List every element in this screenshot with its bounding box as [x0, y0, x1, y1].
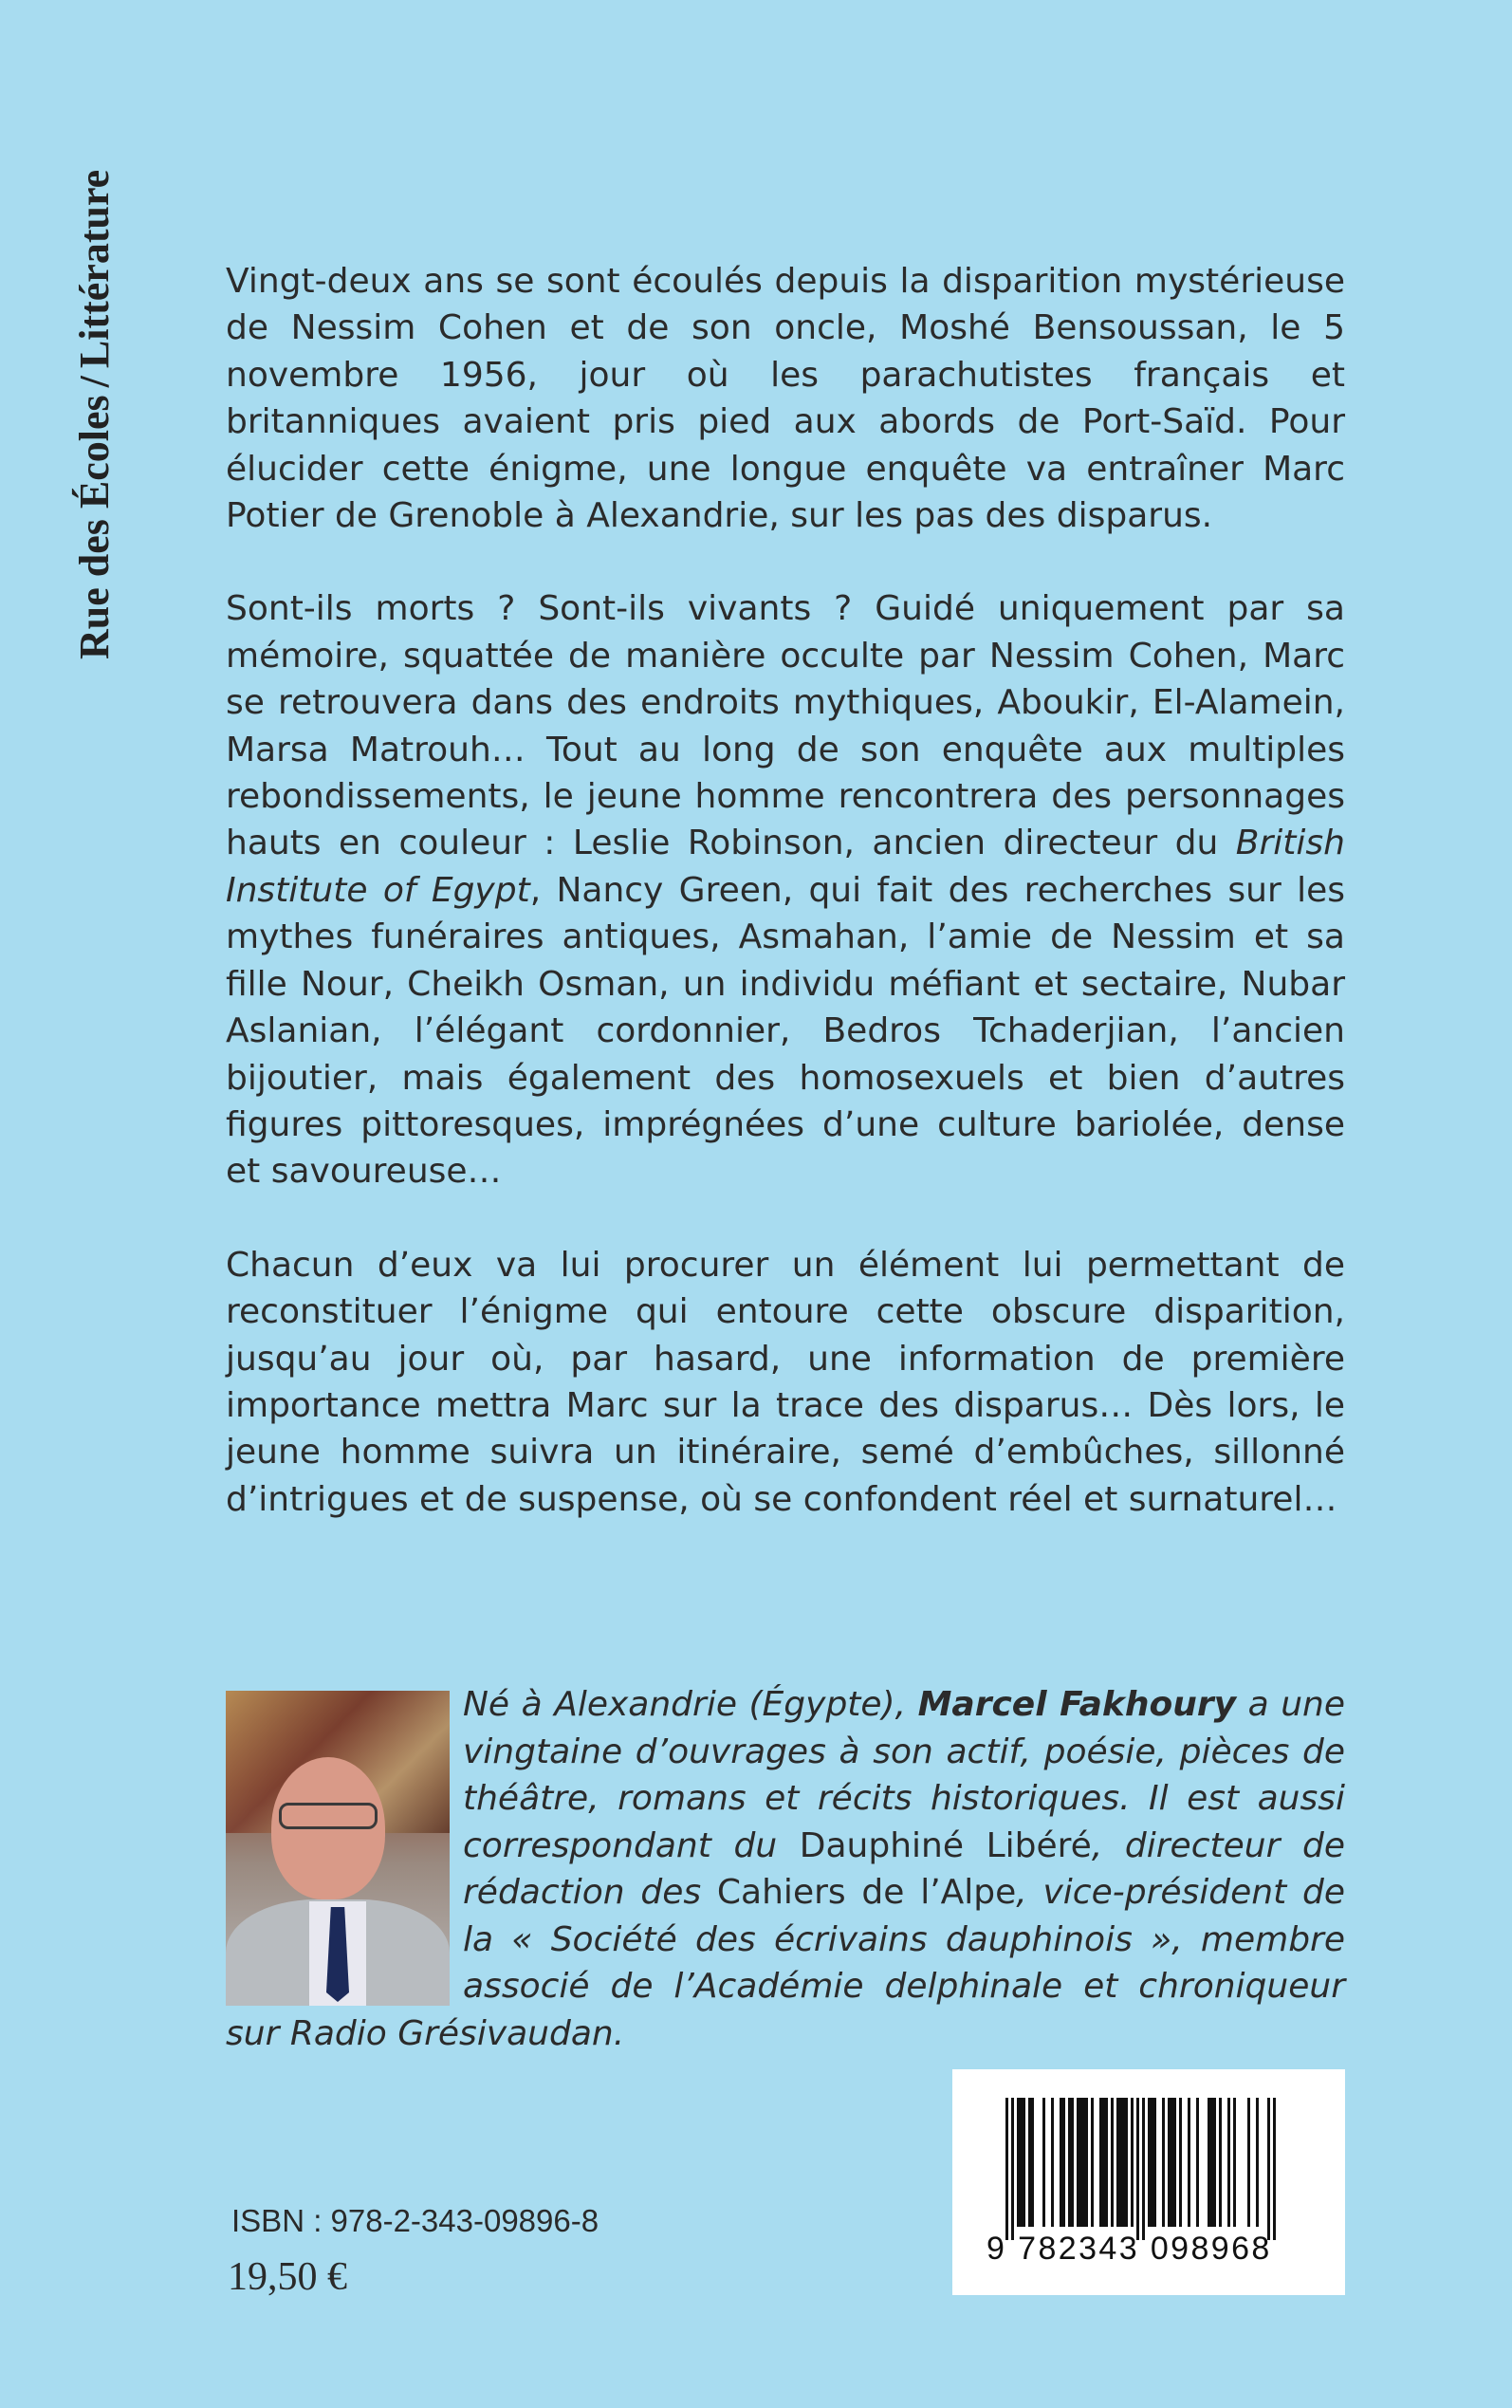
barcode-bar — [1051, 2098, 1054, 2227]
series-name: Rue des Écoles — [71, 395, 118, 659]
barcode-bar — [1082, 2098, 1085, 2227]
barcode-bar — [1079, 2098, 1082, 2227]
barcode — [952, 2069, 1345, 2295]
price: 19,50 € — [228, 2255, 347, 2299]
author-bio-part-4: , vice-président de la « Société des écrivains dauphinois », membre associé de l’Académie delphinale et chroniqueur sur Radio Grésivaudan. — [226, 1873, 1345, 2053]
barcode-bar — [1273, 2098, 1276, 2240]
barcode-digits: 9 782343 098968 — [986, 2231, 1272, 2267]
barcode-bar — [1091, 2098, 1094, 2227]
barcode-bar — [1122, 2098, 1125, 2227]
barcode-bar — [1042, 2098, 1045, 2227]
institute-name: British Institute of Egypt — [226, 824, 1345, 910]
barcode-bar — [1102, 2098, 1105, 2227]
barcode-bar — [1060, 2098, 1062, 2227]
barcode-bar — [1028, 2098, 1031, 2227]
author-bio-part-1: Né à Alexandrie (Égypte), — [463, 1685, 918, 1724]
blurb-paragraph-2 — [226, 585, 1345, 1195]
barcode-bars — [1005, 2098, 1300, 2240]
blurb-paragraph-2-before: Sont-ils morts ? Sont-ils vivants ? Guidé uniquement par sa mémoire, squattée de manière occulte par Nessim Cohen, Marc se retrouvera dans des endroits mythiques, Aboukir, El-Alamein, Marsa Matrouh… Tout au long de son enquête aux multiples rebondissements, le jeune homme rencontrera des personnages hauts en couleur : Leslie Robinson, ancien directeur du — [226, 589, 1345, 863]
author-photo — [226, 1691, 450, 2006]
barcode-bar — [1153, 2098, 1156, 2227]
barcode-bar — [1208, 2098, 1210, 2227]
barcode-bar — [1085, 2098, 1088, 2227]
blurb-paragraph-1: Vingt-deux ans se sont écoulés depuis la disparition mystérieuse de Nessim Cohen et de son oncle, Moshé Bensoussan, le 5 novembre 1956, jour où les parachutistes français et britanniques avaient pris pied aux abords de Port-Saïd. Pour élucider cette énigme, une longue enquête va entraîner Marc Potier de Grenoble à Alexandrie, sur les pas des disparus. — [226, 262, 1345, 536]
review-name: Cahiers de l’Alpe — [716, 1873, 1017, 1912]
barcode-bar — [1116, 2098, 1119, 2227]
barcode-bar — [1071, 2098, 1074, 2227]
barcode-bar — [1171, 2098, 1173, 2227]
barcode-bar — [1267, 2098, 1270, 2240]
series-separator: / — [71, 376, 118, 388]
barcode-bar — [1023, 2098, 1025, 2227]
barcode-bar — [1210, 2098, 1213, 2227]
barcode-bar — [1077, 2098, 1079, 2227]
barcode-bar — [1020, 2098, 1023, 2227]
barcode-bar — [1017, 2098, 1020, 2227]
barcode-bar — [1173, 2098, 1176, 2227]
author-bio-part-2: a une vingtaine d’ouvrages à son actif, poésie, pièces de théâtre, romans et récits historiques. Il est aussi correspondant du — [463, 1685, 1346, 1865]
barcode-bar — [1233, 2098, 1236, 2227]
author-bio — [226, 1681, 1345, 2057]
author-name: Marcel Fakhoury — [917, 1685, 1237, 1724]
barcode-bar — [1188, 2098, 1190, 2227]
barcode-bar — [1142, 2098, 1145, 2240]
barcode-bar — [1151, 2098, 1153, 2227]
barcode-bar — [1168, 2098, 1171, 2227]
barcode-bar — [1219, 2098, 1222, 2227]
barcode-bar — [1196, 2098, 1199, 2227]
barcode-bar — [1062, 2098, 1065, 2227]
barcode-bar — [1119, 2098, 1122, 2227]
barcode-bar — [1247, 2098, 1250, 2227]
barcode-bar — [1227, 2098, 1230, 2227]
barcode-bar — [1125, 2098, 1128, 2227]
newspaper-name: Dauphiné Libéré — [799, 1825, 1092, 1865]
barcode-bar — [1111, 2098, 1114, 2227]
barcode-bar — [1105, 2098, 1108, 2227]
author-bio-part-3: , directeur de rédaction des — [463, 1825, 1345, 1912]
barcode-bar — [1131, 2098, 1134, 2227]
blurb-paragraph-3: Chacun d’eux va lui procurer un élément lui permettant de reconstituer l’énigme qui entoure cette obscure disparition, jusqu’au jour où, par hasard, une information de première importance mettra Marc sur la trace des disparus… Dès lors, le jeune homme suivra un itinéraire, semé d’embûches, sillonné d’intrigues et de suspense, où se confondent réel et surnaturel… — [226, 1245, 1345, 1519]
barcode-bar — [1213, 2098, 1216, 2227]
barcode-bar — [1031, 2098, 1034, 2227]
collection-name: Littérature — [71, 169, 118, 369]
barcode-bar — [1099, 2098, 1102, 2227]
barcode-bar — [1162, 2098, 1165, 2227]
barcode-bar — [1005, 2098, 1008, 2240]
barcode-bar — [1068, 2098, 1071, 2227]
isbn: ISBN : 978-2-343-09896-8 — [231, 2203, 599, 2238]
barcode-bar — [1256, 2098, 1259, 2227]
barcode-bar — [1148, 2098, 1151, 2227]
barcode-bar — [1011, 2098, 1014, 2240]
spine-label — [70, 90, 119, 659]
blurb — [226, 258, 1345, 1523]
blurb-paragraph-2-after: , Nancy Green, qui fait des recherches sur les mythes funéraires antiques, Asmahan, l’amie de Nessim et sa fille Nour, Cheikh Osman, un individu méfiant et sectaire, Nubar Aslanian, l’élégant cordonnier, Bedros Tchaderjian, l’ancien bijoutier, mais également des homosexuels et bien d’autres figures pittoresques, imprégnées d’une culture bariolée, dense et savoureuse… — [226, 870, 1345, 1192]
barcode-bar — [1179, 2098, 1182, 2227]
barcode-bar — [1136, 2098, 1139, 2240]
